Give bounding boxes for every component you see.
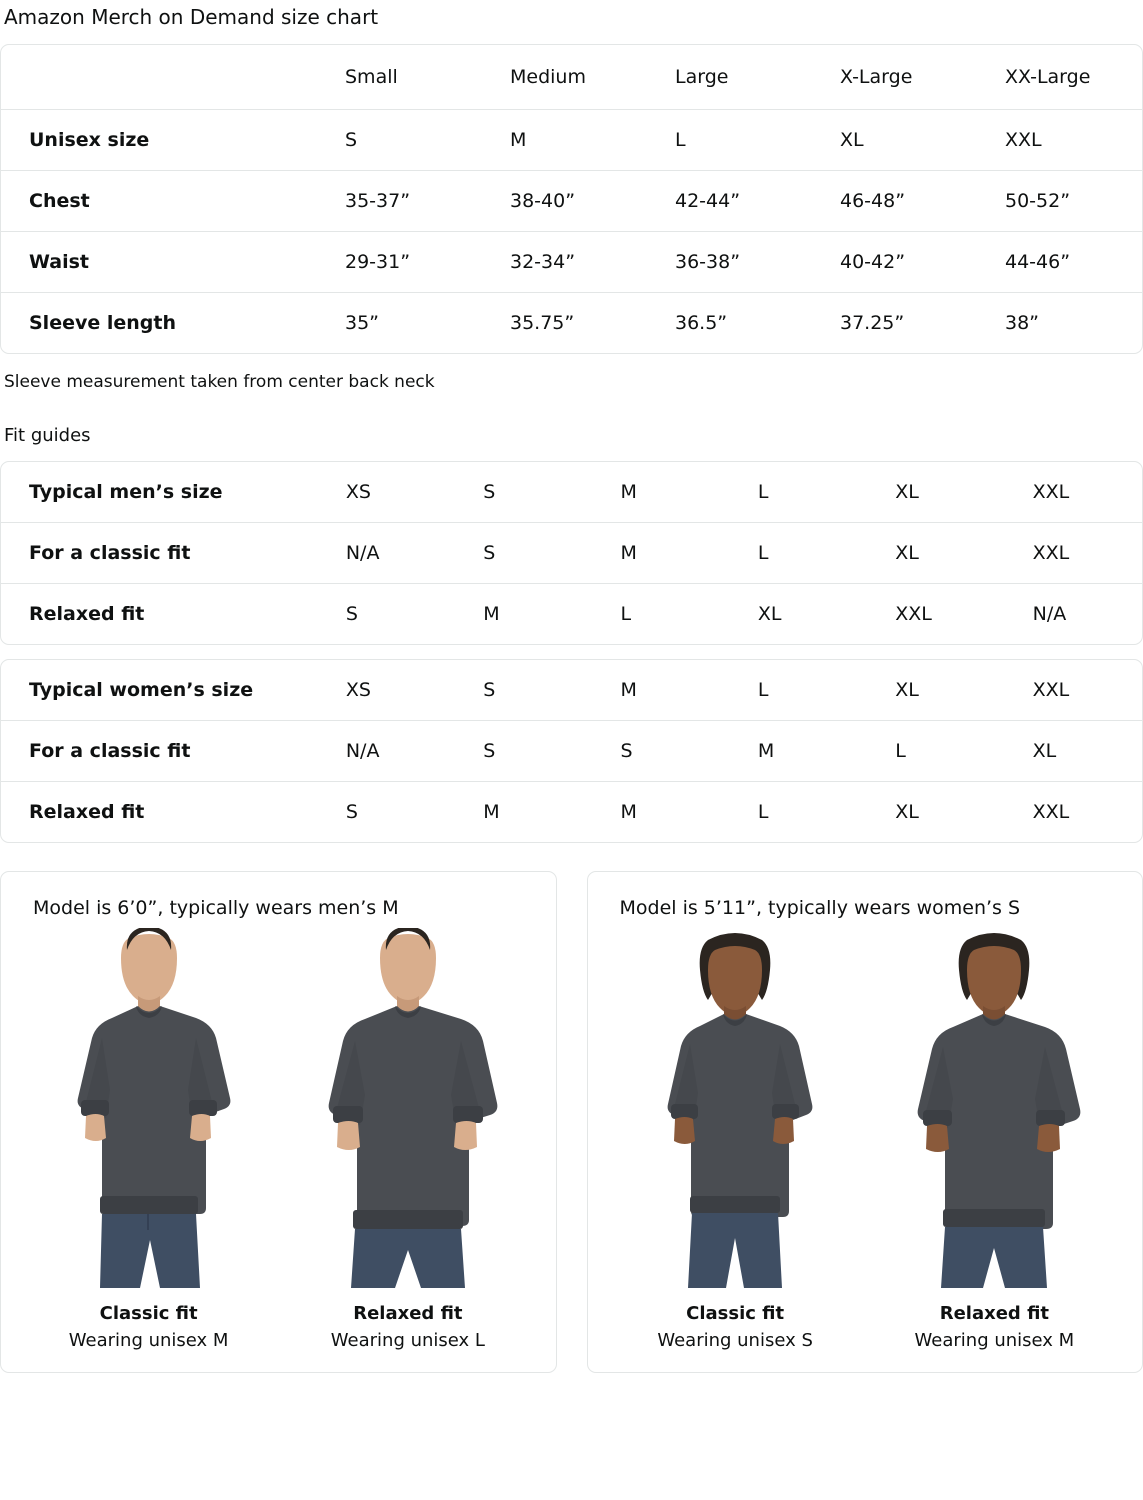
cell-value: M (620, 801, 637, 823)
cell-value: 35” (345, 312, 380, 334)
table-row (1, 584, 1142, 645)
female-model-relaxed-illustration (879, 928, 1109, 1288)
row-label-unisex-size: Unisex size (29, 129, 150, 151)
mens-figures (19, 928, 538, 1352)
cell-value: XXL (1032, 481, 1070, 503)
cell-value: L (757, 481, 769, 503)
cell-value: M (620, 679, 637, 701)
mens-relaxed-fit-sub: Wearing unisex L (330, 1330, 485, 1351)
cell-value: N/A (345, 542, 380, 564)
cell-value: XXL (1032, 679, 1070, 701)
cell-value: XL (895, 481, 919, 503)
table-row (1, 171, 1142, 232)
table-row (1, 721, 1142, 782)
womens-classic-fit-sub: Wearing unisex S (657, 1330, 813, 1351)
table-row (1, 660, 1142, 721)
table-row (1, 782, 1142, 843)
cell-value: 35-37” (345, 190, 411, 212)
model-cards-row (0, 871, 1143, 1373)
cell-value: XS (345, 679, 371, 701)
cell-value: N/A (345, 740, 380, 762)
page-title: Amazon Merch on Demand size chart (4, 5, 379, 29)
table-row (1, 232, 1142, 293)
column-header-xxlarge: XX-Large (1005, 66, 1091, 88)
column-header-large: Large (675, 66, 729, 88)
mens-fit-table (1, 462, 1142, 644)
cell-value: 36-38” (675, 251, 741, 273)
male-model-relaxed-illustration (293, 928, 523, 1288)
row-label-waist: Waist (29, 251, 90, 273)
row-label-sleeve-length: Sleeve length (29, 312, 176, 334)
female-model-classic-illustration (620, 928, 850, 1288)
column-header-small: Small (345, 66, 398, 88)
mens-model-card (0, 871, 557, 1373)
column-header-medium: Medium (510, 66, 586, 88)
table-row (1, 293, 1142, 354)
cell-value: L (757, 679, 769, 701)
row-label-chest: Chest (29, 190, 90, 212)
cell-value: S (620, 740, 633, 762)
womens-figures (606, 928, 1125, 1352)
cell-value: L (675, 129, 686, 151)
row-label-mens-relaxed-fit: Relaxed fit (29, 603, 145, 625)
cell-value: 38-40” (510, 190, 576, 212)
cell-value: XS (345, 481, 371, 503)
cell-value: S (345, 129, 358, 151)
cell-value: M (483, 603, 500, 625)
cell-value: M (510, 129, 527, 151)
cell-value: S (345, 603, 358, 625)
row-label-typical-mens-size: Typical men’s size (29, 481, 223, 503)
fit-guides-label: Fit guides (4, 425, 91, 446)
womens-fit-body (1, 660, 1142, 842)
cell-value: S (483, 542, 496, 564)
size-chart-head (1, 45, 1142, 110)
cell-value: 36.5” (675, 312, 728, 334)
cell-value: L (895, 740, 906, 762)
cell-value: N/A (1032, 603, 1067, 625)
cell-value: 50-52” (1005, 190, 1071, 212)
womens-classic-fit-caption: Classic fit (686, 1303, 785, 1324)
cell-value: 46-48” (840, 190, 906, 212)
mens-fit-body (1, 462, 1142, 644)
cell-value: XL (1032, 740, 1057, 762)
cell-value: L (757, 542, 769, 564)
table-header-row (1, 45, 1142, 110)
mens-relaxed-fit-caption: Relaxed fit (353, 1303, 463, 1324)
mens-relaxed-fit-figure (278, 928, 537, 1352)
cell-value: M (757, 740, 775, 762)
mens-classic-fit-caption: Classic fit (99, 1303, 198, 1324)
womens-relaxed-fit-figure (865, 928, 1124, 1352)
row-label-womens-classic-fit: For a classic fit (29, 740, 191, 762)
cell-value: 35.75” (510, 312, 575, 334)
cell-value: M (620, 542, 637, 564)
womens-model-title: Model is 5’11”, typically wears women’s S (619, 897, 1021, 919)
womens-relaxed-fit-sub: Wearing unisex M (914, 1330, 1075, 1351)
cell-value: 44-46” (1005, 251, 1071, 273)
size-chart-body (1, 110, 1142, 354)
size-chart-card (0, 44, 1143, 354)
size-chart-table (1, 45, 1142, 353)
cell-value: S (483, 481, 496, 503)
cell-value: S (483, 679, 496, 701)
table-row (1, 523, 1142, 584)
cell-value: XXL (1005, 129, 1042, 151)
womens-fit-table (1, 660, 1142, 842)
cell-value: 42-44” (675, 190, 741, 212)
mens-classic-fit-sub: Wearing unisex M (68, 1330, 229, 1351)
male-model-classic-illustration (34, 928, 264, 1288)
cell-value: 40-42” (840, 251, 906, 273)
cell-value: S (483, 740, 496, 762)
cell-value: S (345, 801, 358, 823)
cell-value: XL (895, 801, 919, 823)
cell-value: 38” (1005, 312, 1040, 334)
cell-value: XL (757, 603, 782, 625)
cell-value: XL (895, 542, 919, 564)
row-label-mens-classic-fit: For a classic fit (29, 542, 191, 564)
cell-value: L (757, 801, 769, 823)
cell-value: 32-34” (510, 251, 576, 273)
cell-value: XL (895, 679, 919, 701)
cell-value: XXL (895, 603, 932, 625)
cell-value: M (483, 801, 500, 823)
cell-value: 29-31” (345, 251, 411, 273)
womens-model-card (587, 871, 1143, 1373)
cell-value: XXL (1032, 801, 1070, 823)
mens-model-title: Model is 6’0”, typically wears men’s M (33, 897, 399, 919)
cell-value: L (620, 603, 632, 625)
womens-classic-fit-figure (606, 928, 865, 1352)
sleeve-measurement-note: Sleeve measurement taken from center back neck (4, 372, 435, 392)
column-header-blank (1, 45, 317, 110)
womens-relaxed-fit-caption: Relaxed fit (939, 1303, 1050, 1324)
mens-fit-card (0, 461, 1143, 645)
table-row (1, 462, 1142, 523)
mens-classic-fit-figure (19, 928, 278, 1352)
cell-value: M (620, 481, 637, 503)
row-label-typical-womens-size: Typical women’s size (29, 679, 254, 701)
cell-value: XL (840, 129, 864, 151)
cell-value: XXL (1032, 542, 1070, 564)
column-header-xlarge: X-Large (840, 66, 913, 88)
womens-fit-card (0, 659, 1143, 843)
cell-value: 37.25” (840, 312, 905, 334)
row-label-womens-relaxed-fit: Relaxed fit (29, 801, 145, 823)
table-row (1, 110, 1142, 171)
